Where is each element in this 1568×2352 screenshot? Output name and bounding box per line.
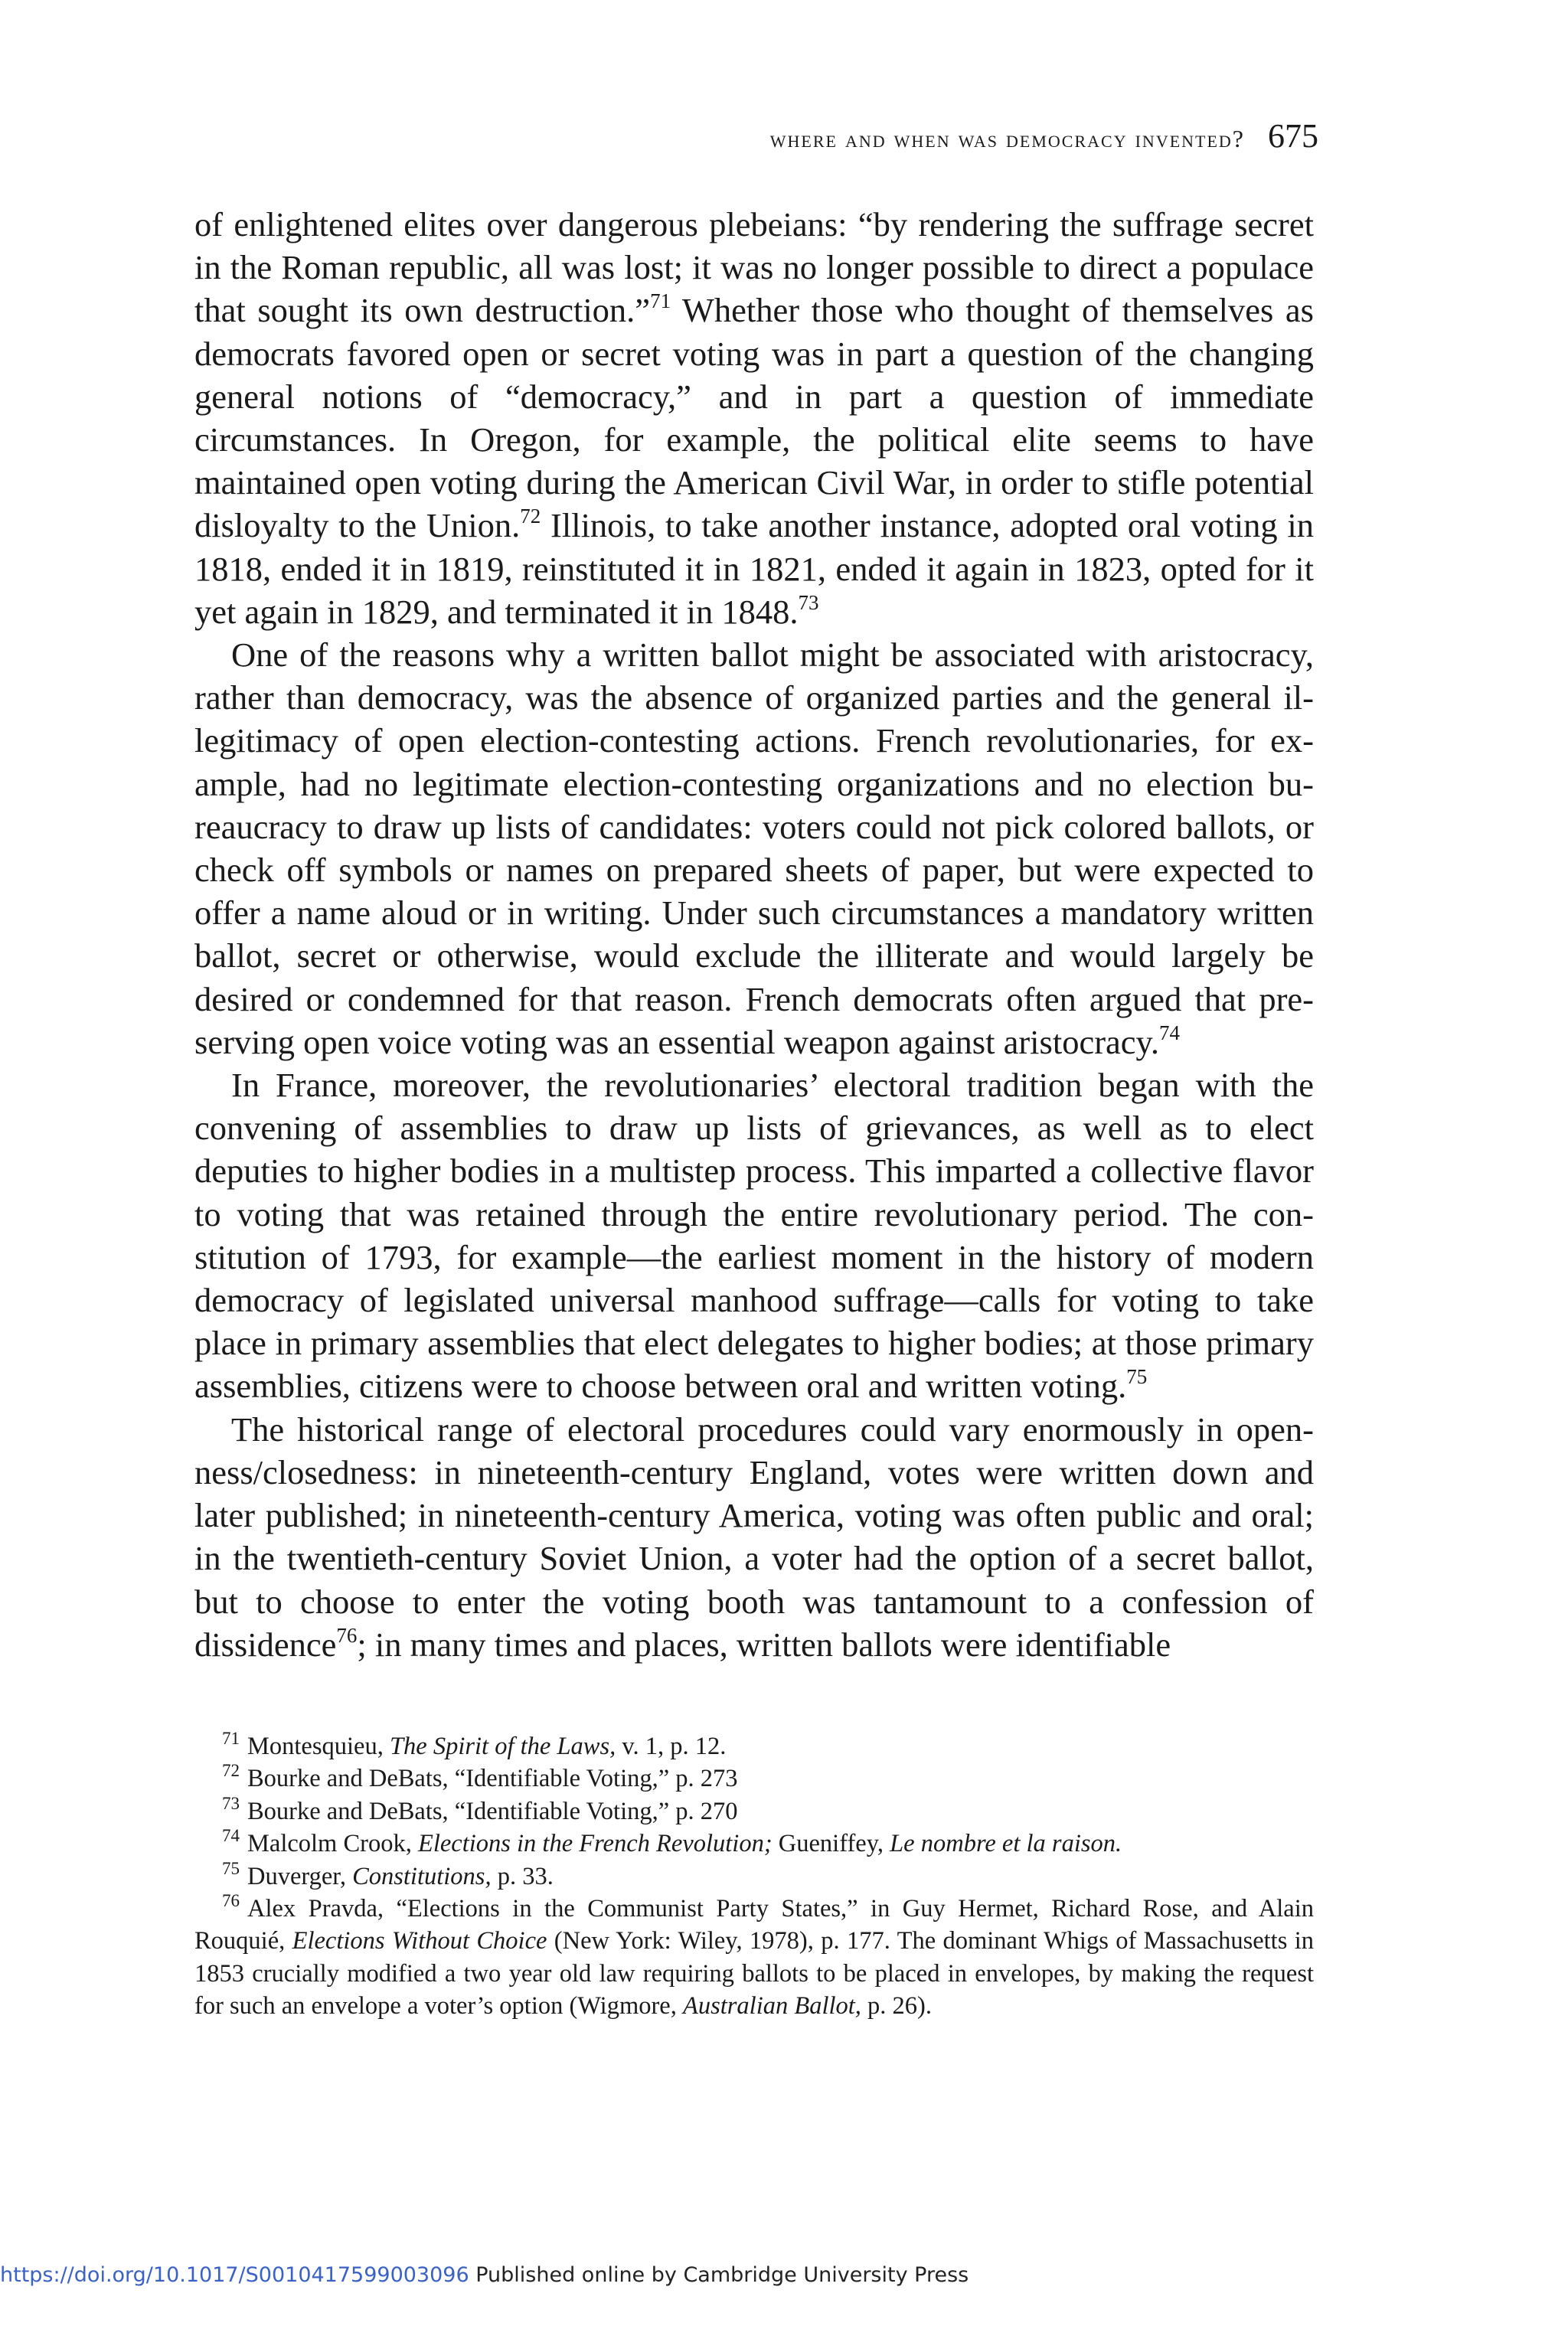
footnote-text: Gueniffey,	[772, 1830, 890, 1858]
footnote-number: 72	[222, 1761, 240, 1781]
footnote-text: v. 1, p. 12.	[616, 1733, 727, 1760]
footnote-reference: 74	[1159, 1021, 1181, 1044]
body-paragraph	[194, 633, 1314, 1063]
footnote-text: p. 33.	[491, 1862, 554, 1890]
footnote-text: Bourke and DeBats, “Identifiable Voting,” p. 270	[247, 1797, 738, 1825]
footnote-title: Australian Ballot,	[682, 1992, 861, 2020]
footnote-title: Elections in the French Revolution;	[417, 1830, 773, 1858]
footnote	[194, 1893, 1314, 2023]
footnotes	[194, 1730, 1314, 2023]
published-online-note: Published online by Cambridge University Press	[469, 2263, 969, 2287]
footnote-title: Elections Without Choice	[292, 1927, 547, 1955]
running-title: where and when was democracy invented?	[769, 125, 1245, 152]
footnote-reference: 72	[520, 505, 541, 528]
footnote-text: Duverger,	[247, 1862, 353, 1890]
footnote-text: Malcolm Crook,	[247, 1830, 418, 1858]
footnote-text: p. 26).	[861, 1992, 932, 2020]
footnote	[194, 1795, 1314, 1828]
body-paragraph	[194, 1408, 1314, 1666]
footnote	[194, 1828, 1314, 1860]
body-text	[194, 203, 1314, 1666]
paragraph-text: In France, moreover, the revolutionaries’ electoral tradition began with the convening of assemblies to draw up lists of grievances, as well as to elect deputies to higher bodies in a multistep process. This imparted a collective flavor to voting that was retained through the entire revolutionary period. The constitution of 1793, for example—the earliest moment in the history of modern democracy of legislated universal manhood suffrage—calls for voting to take place in primary assemblies that elect delegates to higher bodies; at those primary assemblies, citizens were to choose between oral and written voting.	[194, 1066, 1314, 1406]
footnote	[194, 1730, 1314, 1762]
footnote-title: Le nombre et la raison.	[890, 1830, 1122, 1858]
footnote-number: 71	[222, 1729, 240, 1748]
footnote	[194, 1762, 1314, 1795]
footnote-text: Alex Pravda, “Elections in the Communist Party States,” in Guy Hermet, Richard Rose, and Alain Rouquié,	[194, 1895, 1314, 1955]
doi-footer	[0, 2263, 969, 2287]
paragraph-text: Whether those who thought of themselves as democrats favored open or secret voting was in part a question of the changing general notions of “democracy,” and in part a question of immediate circumstances. In Oregon, for example, the political elite seems to have maintained open voting during the American Civil War, in order to stifle potential disloyalty to the Union.	[194, 291, 1314, 545]
body-paragraph	[194, 1063, 1314, 1408]
footnote-reference: 75	[1126, 1365, 1148, 1389]
footnote-text: Montesquieu,	[247, 1733, 390, 1760]
doi-link[interactable]: https://doi.org/10.1017/S0010417599003096	[0, 2263, 469, 2287]
footnote	[194, 1860, 1314, 1893]
footnote-number: 74	[222, 1826, 240, 1846]
footnote-reference: 76	[336, 1623, 358, 1647]
paragraph-text: One of the reasons why a written ballot might be associated with aristocracy, rather than democracy, was the absence of organized parties and the general illegitimacy of open election-contesting actions. French revolutionaries, for example, had no legitimate election-contesting organizations and no election bureaucracy to draw up lists of candidates: voters could not pick colored ballots, or check off symbols or names on prepared sheets of paper, but were expected to offer a name aloud or in writing. Under such circumstances a mandatory written ballot, secret or otherwise, would exclude the illiterate and would largely be desired or condemned for that reason. French democrats often argued that preserving open voice voting was an essential weapon against aristocracy.	[194, 635, 1314, 1061]
paragraph-text: The historical range of electoral procedures could vary enormously in openness/closedness: in nineteenth-century England, votes were written down and later published; in nineteenth-century America, voting was often public and oral; in the twentieth-century Soviet Union, a voter had the option of a secret ballot, but to choose to enter the voting booth was tantamount to a confession of dissidence	[194, 1410, 1314, 1664]
paragraph-text: Illinois, to take another instance, adopted oral voting in 1818, ended it in 1819, reinstituted it in 1821, ended it again in 1823, opted for it yet again in 1829, and terminated it in 1848.	[194, 506, 1314, 631]
footnote-number: 76	[222, 1891, 240, 1911]
body-paragraph	[194, 203, 1314, 633]
footnote-number: 73	[222, 1793, 240, 1813]
running-head	[429, 116, 1318, 155]
footnote-reference: 71	[650, 289, 671, 313]
footnote-title: Constitutions,	[352, 1862, 492, 1890]
page-number: 675	[1268, 117, 1318, 155]
footnote-number: 75	[222, 1858, 240, 1878]
paragraph-text: of enlightened elites over dangerous plebeians: “by rendering the suffrage secret in the Roman republic, all was lost; it was no longer possible to direct a populace that sought its own destruction.”	[194, 205, 1314, 330]
footnote-reference: 73	[798, 590, 819, 614]
footnote-text: (New York: Wiley, 1978), p. 177. The dominant Whigs of Massachusetts in 1853 crucially modified a two year old law requiring ballots to be placed in envelopes, by making the request for such an envelope a voter’s option (Wigmore,	[194, 1927, 1314, 2020]
paragraph-text: ; in many times and places, written ballots were identifiable	[357, 1625, 1171, 1664]
footnote-title: The Spirit of the Laws,	[389, 1733, 616, 1760]
footnote-text: Bourke and DeBats, “Identifiable Voting,” p. 273	[247, 1765, 738, 1793]
